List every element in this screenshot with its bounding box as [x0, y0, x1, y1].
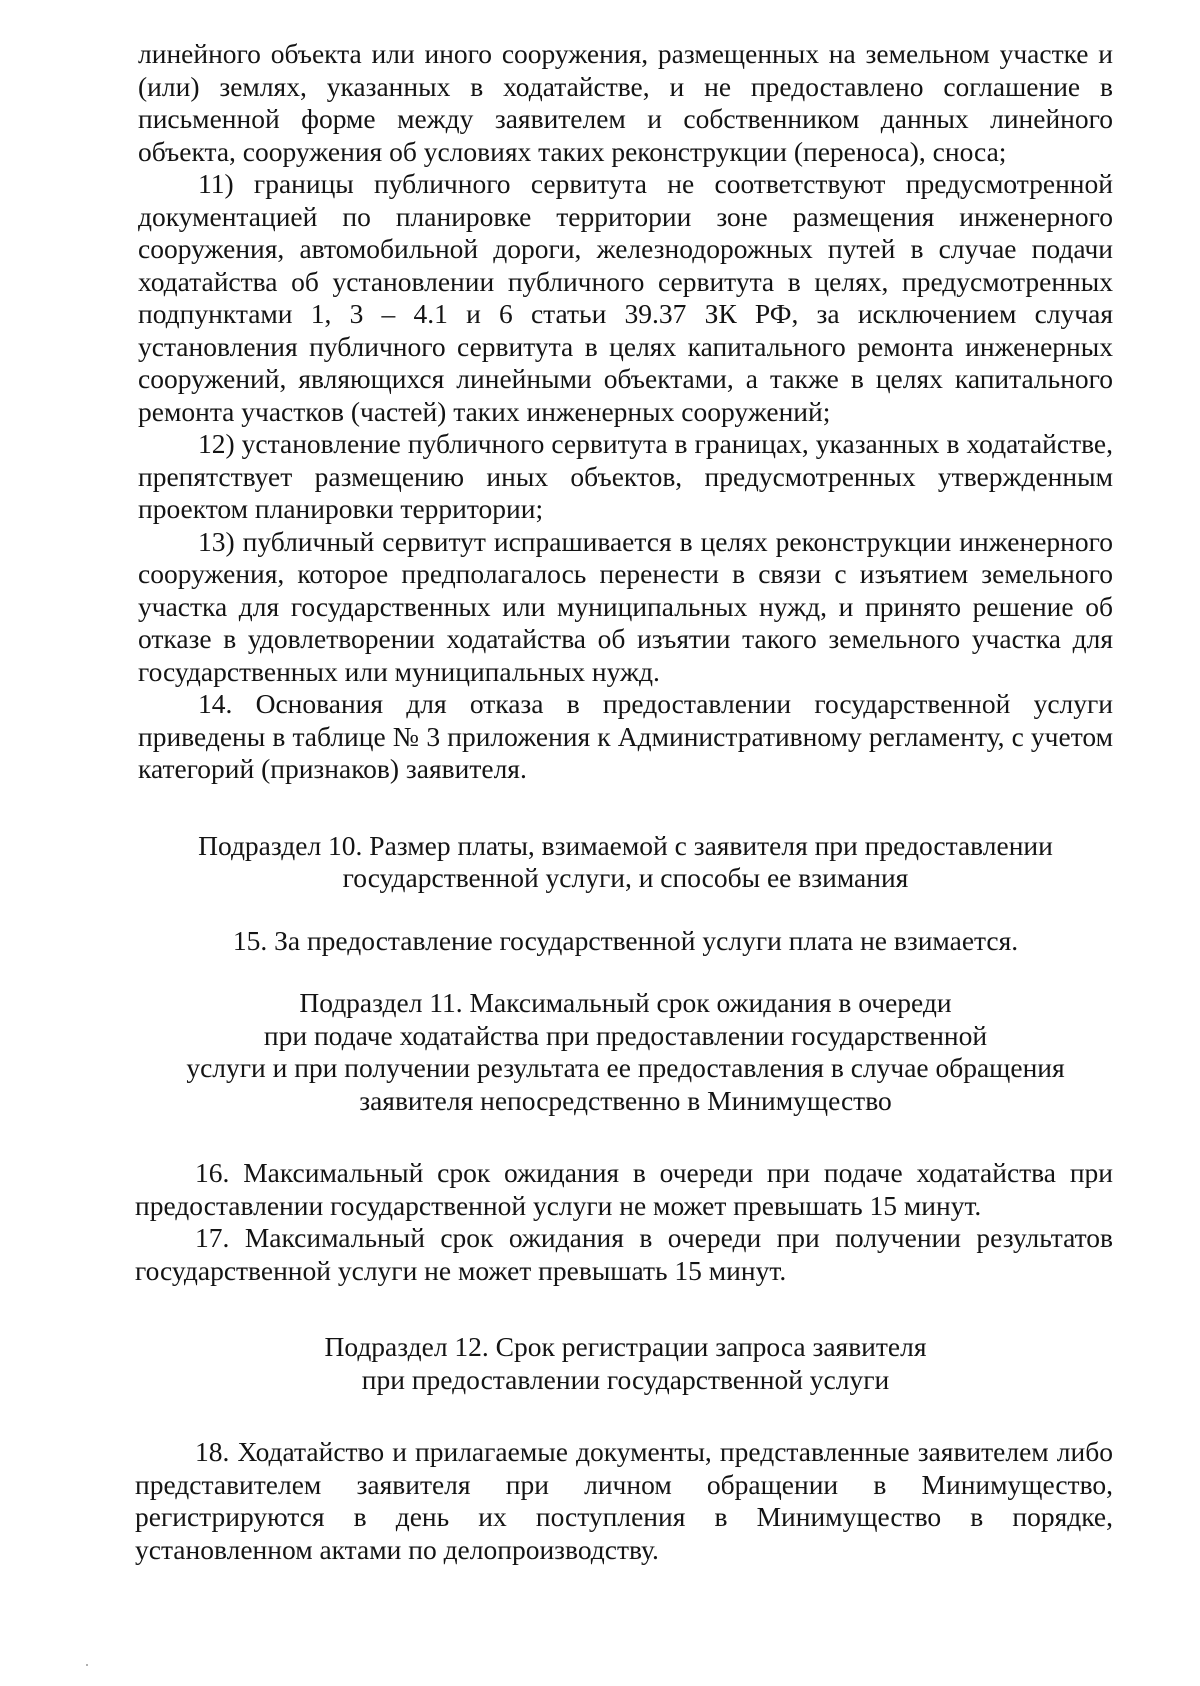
paragraph-15: 15. За предоставление государственной услуги плата не взимается.	[232, 924, 1019, 956]
subsection-11-line-4: заявителя непосредственно в Минимущество	[359, 1084, 892, 1116]
paragraph-18: 18. Ходатайство и прилагаемые документы, представленные заявителем либо представителем заявителя при личном обращении в Минимущество, регистрируются в день их поступления в Минимущество в порядке, установленном актами по делопроизводству.	[135, 1436, 1113, 1565]
paragraph-14: 14. Основания для отказа в предоставлении государственной услуги приведены в таблице № 3 приложения к Административному регламенту, с учетом категорий (признаков) заявителя.	[138, 688, 1113, 784]
subsection-10-heading	[178, 830, 1073, 895]
subsection-10-line-1: Подраздел 10. Размер платы, взимаемой с заявителя при предоставлении	[198, 829, 1053, 861]
document-page	[135, 38, 1113, 1566]
paragraph-16: 16. Максимальный срок ожидания в очереди при подаче ходатайства при предоставлении государственной услуги не может превышать 15 минут.	[135, 1157, 1113, 1221]
subsection-11-line-3: услуги и при получении результата ее предоставления в случае обращения	[186, 1052, 1065, 1083]
paragraph-17: 17. Максимальный срок ожидания в очереди при получении результатов государственной услуги не может превышать 15 минут.	[135, 1222, 1113, 1286]
subsection-11-line-2: при подаче ходатайства при предоставлении государственной	[263, 1019, 988, 1051]
paragraph-item-12: 12) установление публичного сервитута в границах, указанных в ходатайстве, препятствует размещению иных объектов, предусмотренных утвержденным проектом планировки территории;	[138, 428, 1113, 524]
subsection-10-line-2: государственной услуги, и способы ее взимания	[342, 862, 909, 893]
subsection-12-line-2: при предоставлении государственной услуги	[361, 1363, 890, 1395]
subsection-11-heading	[138, 987, 1113, 1117]
paragraph-continuation: линейного объекта или иного сооружения, размещенных на земельном участке и (или) землях, указанных в ходатайстве, и не предоставлено соглашение в письменной форме между заявителем и собственником данных линейного объекта, сооружения об условиях таких реконструкции (переноса), сноса;	[138, 38, 1113, 167]
subsection-12-heading	[178, 1331, 1073, 1396]
paragraph-item-13: 13) публичный сервитут испрашивается в целях реконструкции инженерного сооружения, которое предполагалось перенести в связи с изъятием земельного участка для государственных или муниципальных нужд, и принято решение об отказе в удовлетворении ходатайства об изъятии такого земельного участка для государственных или муниципальных нужд.	[138, 525, 1113, 687]
subsection-11-line-1: Подраздел 11. Максимальный срок ожидания в очереди	[299, 987, 952, 1018]
subsection-12-line-1: Подраздел 12. Срок регистрации запроса заявителя	[324, 1331, 927, 1362]
paragraph-item-11: 11) границы публичного сервитута не соответствуют предусмотренной документацией по планировке территории зоне размещения инженерного сооружения, автомобильной дороги, железнодорожных путей в случае подачи ходатайства об установлении публичного сервитута в целях, предусмотренных подпунктами 1, 3 – 4.1 и 6 статьи 39.37 ЗК РФ, за исключением случая установления публичного сервитута в целях капитального ремонта инженерных сооружений, являющихся линейными объектами, а также в целях капитального ремонта участков (частей) таких инженерных сооружений;	[138, 168, 1113, 427]
scan-speck	[86, 1664, 88, 1666]
